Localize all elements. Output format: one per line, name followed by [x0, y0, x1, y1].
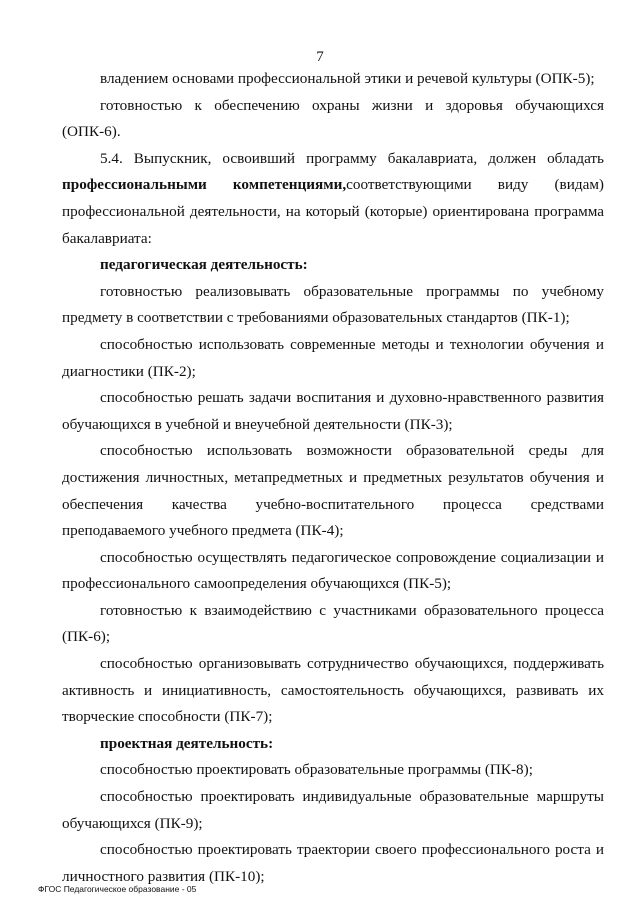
paragraph-opk-6: готовностью к обеспечению охраны жизни и здоровья обучающихся (ОПК-6).	[62, 96, 604, 141]
paragraph-pk-4: способностью использовать возможности образовательной среды для достижения личностных, метапредметных и предметных результатов обучения и обеспечения качества учебно-воспитательного процесса средствами преподаваемого учебного предмета (ПК-4);	[62, 442, 604, 540]
document-body	[62, 66, 604, 890]
paragraph-pk-2: способностью использовать современные методы и технологии обучения и диагностики (ПК-2);	[62, 335, 604, 380]
paragraph-pk-6: готовностью к взаимодействию с участниками образовательного процесса (ПК-6);	[62, 601, 604, 646]
page-footer: ФГОС Педагогическое образование - 05	[38, 884, 197, 894]
paragraph-5-4-lead: 5.4. Выпускник, освоивший программу бакалавриата, должен обладать	[100, 149, 604, 167]
paragraph-pk-10: способностью проектировать траектории своего профессионального роста и личностного развития (ПК-10);	[62, 841, 604, 885]
paragraph-pk-8: способностью проектировать образовательные программы (ПК-8);	[100, 761, 533, 779]
paragraph-pk-3: способностью решать задачи воспитания и духовно-нравственного развития обучающихся в учебной и внеучебной деятельности (ПК-3);	[62, 389, 604, 433]
professional-competencies-term: профессиональными компетенциями,	[62, 176, 347, 194]
paragraph-5-4-tail: соответствующими виду (видам) профессиональной деятельности, на который (которые) ориентирована программа бакалавриата:	[62, 176, 604, 247]
page-number: 7	[316, 49, 324, 65]
paragraph-pk-1: готовностью реализовывать образовательные программы по учебному предмету в соответствии с требованиями образовательных стандартов (ПК-1);	[62, 282, 604, 327]
heading-pedagogical-activity: педагогическая деятельность:	[100, 256, 308, 274]
paragraph-opk-5: владением основами профессиональной этики и речевой культуры (ОПК-5);	[100, 70, 595, 87]
paragraph-pk-7: способностью организовывать сотрудничество обучающихся, поддерживать активность и инициативность, самостоятельность обучающихся, развивать их творческие способности (ПК-7);	[62, 655, 604, 726]
heading-project-activity: проектная деятельность:	[100, 734, 274, 752]
paragraph-pk-9: способностью проектировать индивидуальные образовательные маршруты обучающихся (ПК-9);	[62, 788, 604, 832]
paragraph-5-4	[62, 146, 604, 252]
paragraph-pk-5: способностью осуществлять педагогическое сопровождение социализации и профессионального самоопределения обучающихся (ПК-5);	[62, 548, 604, 593]
